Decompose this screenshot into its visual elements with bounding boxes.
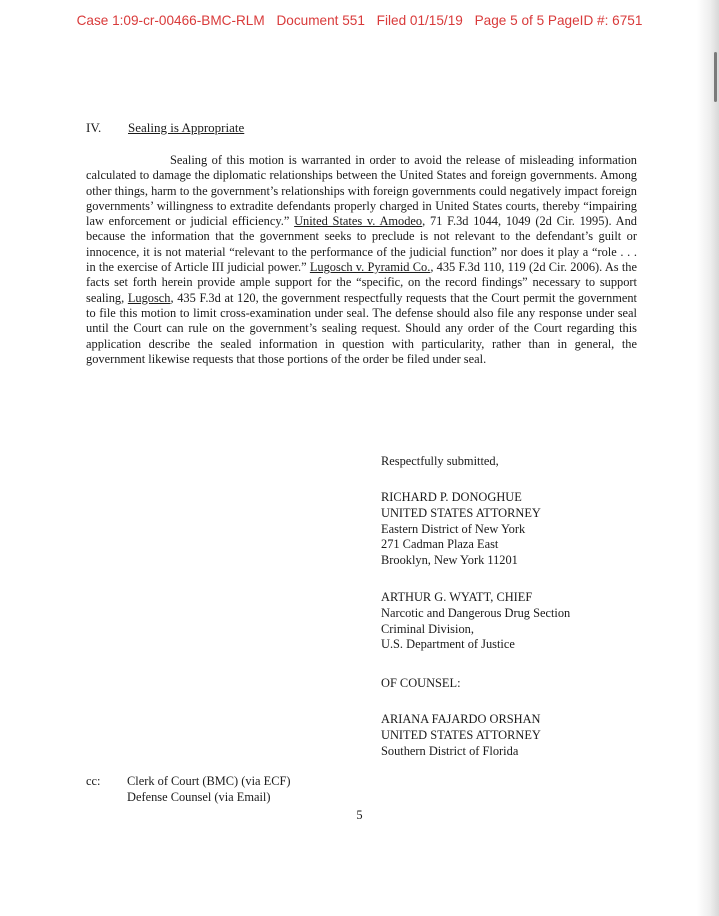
- signature-block-edny: [381, 490, 541, 569]
- signature-block-sdfl: [381, 712, 541, 759]
- signer-section: Narcotic and Dangerous Drug Section: [381, 605, 571, 620]
- page-edge-shadow: [697, 0, 719, 916]
- page-info: Page 5 of 5 PageID #: 6751: [474, 13, 643, 28]
- cc-recipient: Clerk of Court (BMC) (via ECF): [127, 774, 291, 788]
- signature-block-doj: [381, 590, 570, 653]
- cc-label: cc:: [86, 774, 101, 788]
- case-citation-amodeo: United States v. Amodeo: [294, 214, 423, 229]
- closing-line: [381, 454, 499, 470]
- case-citation-lugosch: Lugosch v. Pyramid Co.: [309, 260, 431, 275]
- signer-division: Criminal Division,: [381, 621, 474, 636]
- paragraph-text-3: , 435 F.3d 110, 119 (2d Cir. 2006). As the facts set forth herein provide ample support for the “specific, on the record findings” necessary to support sealing,: [86, 260, 637, 305]
- section-title: Sealing is Appropriate: [128, 120, 245, 135]
- scroll-handle[interactable]: [714, 52, 717, 102]
- paragraph-text-4: , 435 F.3d at 120, the government respectfully requests that the Court permit the government to file this motion to limit cross-examination under seal. The defense should also file any response under seal until the Court can rule on the government’s sealing request. Should any order of the Court regarding this application describe the sealed information in question with particularity, rather than in general, the government likewise requests that those portions of the order be filed under seal.: [86, 290, 637, 366]
- section-number: IV.: [86, 120, 102, 135]
- page-number: 5: [356, 808, 363, 822]
- of-counsel-label: OF COUNSEL:: [381, 676, 461, 690]
- paragraph-text-2: , 71 F.3d 1044, 1049 (2d Cir. 1995). And because the information that the government seeks to preclude is not relevant to the defendant’s guilt or innocence, it is not material “relevant to the performance of the judicial function” nor does it play a “role . . . in the exercise of Article III judicial power.”: [86, 214, 638, 275]
- closing-text: Respectfully submitted,: [381, 454, 499, 468]
- signer-department: U.S. Department of Justice: [381, 637, 515, 652]
- paragraph-text-1: Sealing of this motion is warranted in order to avoid the release of misleading information calculated to damage the diplomatic relationships between the United States and foreign governments. Among other things, harm to the government’s relationships with foreign governments could negatively impact foreign governments’ willingness to extradite defendants properly charged in United States courts, thereby “impairing law enforcement or judicial efficiency.”: [86, 153, 637, 229]
- signer-street: 271 Cadman Plaza East: [381, 537, 499, 552]
- document-number: Document 551: [276, 13, 365, 28]
- signer-name: ARIANA FAJARDO ORSHAN: [381, 712, 541, 726]
- case-number: Case 1:09-cr-00466-BMC-RLM: [76, 13, 265, 28]
- signer-title: UNITED STATES ATTORNEY: [381, 727, 541, 742]
- signer-city: Brooklyn, New York 11201: [381, 553, 518, 568]
- cc-recipient: Defense Counsel (via Email): [127, 789, 271, 804]
- court-filing-header: [0, 13, 719, 28]
- cc-recipients: [127, 774, 290, 806]
- signer-name: ARTHUR G. WYATT, CHIEF: [381, 590, 533, 604]
- filed-date: Filed 01/15/19: [376, 13, 463, 28]
- signer-title: UNITED STATES ATTORNEY: [381, 505, 541, 520]
- case-citation-lugosch-short: Lugosch: [127, 290, 171, 305]
- section-heading: [86, 120, 244, 136]
- signer-name: RICHARD P. DONOGHUE: [381, 490, 522, 504]
- body-paragraph: [86, 153, 637, 367]
- of-counsel-line: [381, 676, 461, 692]
- signer-district: Eastern District of New York: [381, 521, 526, 536]
- signer-district: Southern District of Florida: [381, 743, 519, 758]
